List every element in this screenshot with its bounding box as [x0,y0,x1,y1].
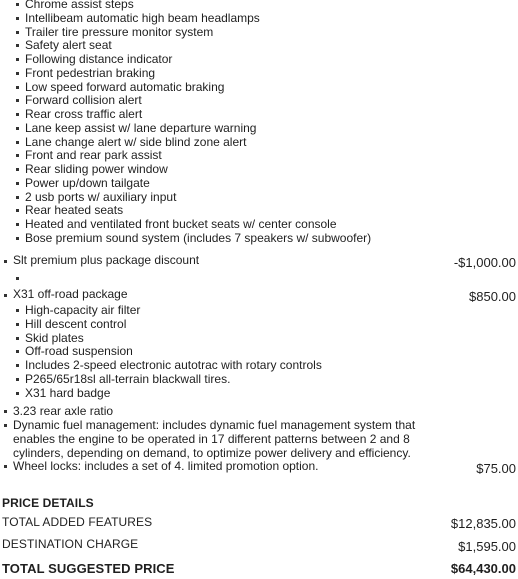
list-item-label: X31 hard badge [25,385,111,400]
list-item-label: High-capacity air filter [25,303,141,317]
list-item-label: Front pedestrian braking [25,65,156,80]
list-item [0,373,322,387]
list-item-label: Rear sliding power window [25,162,168,176]
list-item [0,108,371,122]
list-item [0,67,371,81]
destination-value: $1,595.00 [458,539,516,554]
list-item-label: Forward collision alert [25,93,142,108]
list-item [0,94,371,108]
bullet-icon [16,99,19,102]
total-added-value: $12,835.00 [450,516,516,531]
list-item-label: Bose premium sound system (includes 7 speakers w/ subwoofer) [25,230,372,245]
list-item-label: Safety alert seat [25,38,112,53]
list-item [0,39,371,53]
bullet-icon [4,260,7,263]
total-added-label: TOTAL ADDED FEATURES [2,515,153,529]
list-item-label: Heated and ventilated front bucket seats w/ center console [25,217,337,231]
bullet-icon [16,154,19,157]
bullet-icon [16,31,19,34]
bullet-icon [16,3,19,6]
bullet-icon [4,465,7,468]
list-item-label: Lane change alert w/ side blind zone alert [25,134,247,149]
feature-list [0,0,371,246]
list-item-label: Rear cross traffic alert [25,107,143,121]
list-item [0,26,371,40]
bullet-icon [16,237,19,240]
line-item-label: 3.23 rear axle ratio [13,404,114,418]
bullet-icon [16,17,19,20]
list-item-label: Following distance indicator [25,52,173,66]
list-item-label: Rear heated seats [25,203,124,218]
list-item-label: P265/65r18sl all-terrain blackwall tires. [25,371,231,386]
bullet-icon [16,378,19,381]
list-item [0,53,371,67]
bullet-icon [16,337,19,340]
list-item [0,149,371,163]
bullet-icon [4,424,7,427]
bullet-icon [4,294,7,297]
list-item-label: Front and rear park assist [25,148,162,163]
list-item [0,232,371,246]
list-item [0,136,371,150]
bullet-icon [16,223,19,226]
list-item-label: Low speed forward automatic braking [25,79,225,94]
list-item [0,177,371,191]
total-price-value: $64,430.00 [450,561,516,576]
list-item [0,218,371,232]
bullet-icon [16,72,19,75]
destination-label: DESTINATION CHARGE [2,537,139,551]
list-item-label: Skid plates [25,330,84,345]
list-item-label: Hill descent control [25,316,127,331]
bullet-icon [16,209,19,212]
bullet-icon [16,86,19,89]
bullet-icon [16,392,19,395]
list-item [0,12,371,26]
bullet-icon [16,196,19,199]
bullet-icon [16,44,19,47]
line-item-price: $75.00 [476,461,516,476]
bullet-icon [16,168,19,171]
list-item [0,81,371,95]
line-item-label: Slt premium plus package discount [13,253,200,267]
list-item [0,359,322,373]
line-item-label: X31 off-road package [13,287,128,301]
list-item [0,204,371,218]
total-price-label: TOTAL SUGGESTED PRICE [2,561,175,576]
bullet-icon [16,127,19,130]
bullet-icon [16,141,19,144]
list-item-label: Power up/down tailgate [25,175,150,190]
bullet-icon [16,350,19,353]
list-item-label: Lane keep assist w/ lane departure warning [25,120,257,135]
line-item-price: -$1,000.00 [453,255,516,270]
list-item-label: Off-road suspension [25,344,133,359]
list-item-label: Trailer tire pressure monitor system [25,24,214,39]
list-item [0,318,322,332]
line-item-label: Dynamic fuel management: includes dynamic fuel management system that enables the engine to be operated in 17 different patterns between 2 and 8 cylinders, depending on demand, to optimize power delivery and efficiency. [13,418,416,460]
list-item-label: Chrome assist steps [25,0,134,11]
list-item [0,387,322,401]
list-item-label: Intellibeam automatic high beam headlamps [25,10,260,25]
bullet-icon [16,58,19,61]
list-item [0,332,322,346]
bullet-icon [16,182,19,185]
list-item [0,304,322,318]
line-item-price: $850.00 [469,289,516,304]
list-item [0,191,371,205]
bullet-icon [16,323,19,326]
bullet-icon [16,277,19,280]
list-item [0,345,322,359]
list-item-label: 2 usb ports w/ auxiliary input [25,189,177,204]
list-item-label: Includes 2-speed electronic autotrac with rotary controls [25,358,322,372]
list-item [0,122,371,136]
price-details-heading: PRICE DETAILS [2,496,94,510]
list-item [0,163,371,177]
bullet-icon [16,364,19,367]
bullet-icon [4,410,7,413]
x31-feature-list [0,304,322,400]
bullet-icon [16,309,19,312]
bullet-icon [16,113,19,116]
line-item-label: Wheel locks: includes a set of 4. limited promotion option. [13,459,319,473]
